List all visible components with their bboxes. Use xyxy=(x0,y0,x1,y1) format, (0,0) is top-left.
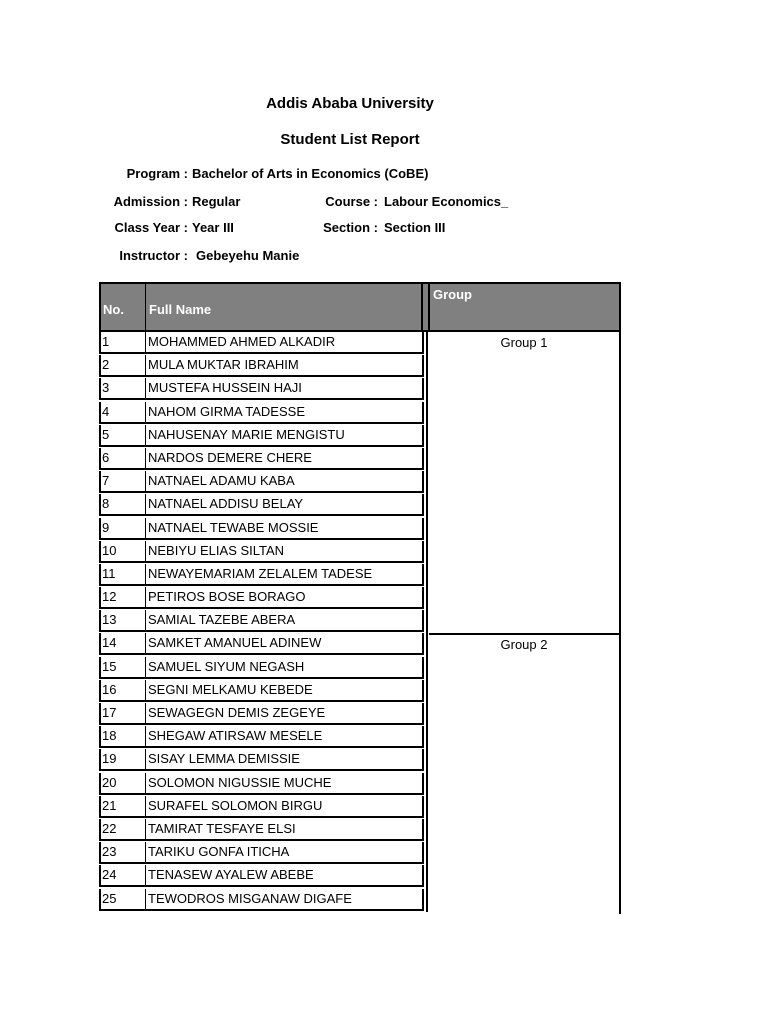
student-full-name: TAMIRAT TESFAYE ELSI xyxy=(145,819,424,841)
student-full-name: SAMKET AMANUEL ADINEW xyxy=(145,633,424,655)
course-label: Course : xyxy=(325,194,378,209)
class-year-label: Class Year : xyxy=(114,220,188,235)
student-full-name: NATNAEL ADDISU BELAY xyxy=(145,494,424,516)
row-number: 10 xyxy=(99,541,146,563)
student-full-name: SEWAGEGN DEMIS ZEGEYE xyxy=(145,703,424,725)
class-year-field xyxy=(80,220,234,235)
table-row xyxy=(99,680,621,703)
table-body xyxy=(99,332,621,912)
row-number: 17 xyxy=(99,703,146,725)
student-full-name: NAHOM GIRMA TADESSE xyxy=(145,402,424,424)
student-full-name: NAHUSENAY MARIE MENGISTU xyxy=(145,425,424,447)
row-number: 24 xyxy=(99,865,146,887)
table-row xyxy=(99,657,621,680)
university-title: Addis Ababa University xyxy=(266,95,434,112)
table-row xyxy=(99,564,621,587)
student-full-name: TARIKU GONFA ITICHA xyxy=(145,842,424,864)
row-number: 16 xyxy=(99,680,146,702)
table-row xyxy=(99,865,621,888)
row-number: 8 xyxy=(99,494,146,516)
student-full-name: SHEGAW ATIRSAW MESELE xyxy=(145,726,424,748)
row-number: 3 xyxy=(99,378,146,400)
row-number: 20 xyxy=(99,773,146,795)
column-header-no: No. xyxy=(103,302,124,317)
table-row xyxy=(99,796,621,819)
table-header xyxy=(99,282,621,332)
table-row xyxy=(99,842,621,865)
row-number: 9 xyxy=(99,518,146,540)
row-number: 21 xyxy=(99,796,146,818)
student-table xyxy=(99,282,621,912)
row-number: 12 xyxy=(99,587,146,609)
student-full-name: SOLOMON NIGUSSIE MUCHE xyxy=(145,773,424,795)
table-row xyxy=(99,889,621,912)
student-full-name: NARDOS DEMERE CHERE xyxy=(145,448,424,470)
table-row xyxy=(99,587,621,610)
row-number: 11 xyxy=(99,564,146,586)
student-full-name: SAMIAL TAZEBE ABERA xyxy=(145,610,424,632)
row-number: 5 xyxy=(99,425,146,447)
group-label: Group 1 xyxy=(500,335,548,350)
table-row xyxy=(99,541,621,564)
section-label: Section : xyxy=(323,220,378,235)
program-label: Program : xyxy=(126,166,188,181)
row-number: 25 xyxy=(99,889,146,911)
row-number: 1 xyxy=(99,332,146,354)
row-number: 18 xyxy=(99,726,146,748)
instructor-field xyxy=(80,248,299,263)
table-row xyxy=(99,494,621,517)
student-full-name: SEGNI MELKAMU KEBEDE xyxy=(145,680,424,702)
student-full-name: PETIROS BOSE BORAGO xyxy=(145,587,424,609)
row-number: 15 xyxy=(99,657,146,679)
row-number: 13 xyxy=(99,610,146,632)
student-full-name: MULA MUKTAR IBRAHIM xyxy=(145,355,424,377)
table-row xyxy=(99,518,621,541)
program-field xyxy=(80,166,428,181)
table-row xyxy=(99,378,621,401)
table-row xyxy=(99,749,621,772)
row-number: 14 xyxy=(99,633,146,655)
student-full-name: TENASEW AYALEW ABEBE xyxy=(145,865,424,887)
report-title: Student List Report xyxy=(280,131,420,148)
student-full-name: TEWODROS MISGANAW DIGAFE xyxy=(145,889,424,911)
row-number: 6 xyxy=(99,448,146,470)
student-full-name: NEBIYU ELIAS SILTAN xyxy=(145,541,424,563)
student-full-name: NATNAEL TEWABE MOSSIE xyxy=(145,518,424,540)
table-row xyxy=(99,355,621,378)
row-number: 2 xyxy=(99,355,146,377)
table-row xyxy=(99,726,621,749)
table-row xyxy=(99,471,621,494)
table-row xyxy=(99,703,621,726)
admission-label: Admission : xyxy=(113,194,188,209)
row-number: 23 xyxy=(99,842,146,864)
course-value: Labour Economics_ xyxy=(384,194,509,209)
column-header-full-name: Full Name xyxy=(149,302,212,317)
student-full-name: SURAFEL SOLOMON BIRGU xyxy=(145,796,424,818)
row-number: 4 xyxy=(99,402,146,424)
student-full-name: SAMUEL SIYUM NEGASH xyxy=(145,657,424,679)
student-full-name: NATNAEL ADAMU KABA xyxy=(145,471,424,493)
group-label: Group 2 xyxy=(500,636,548,652)
table-row xyxy=(99,773,621,796)
student-full-name: NEWAYEMARIAM ZELALEM TADESE xyxy=(145,564,424,586)
student-full-name: MOHAMMED AHMED ALKADIR xyxy=(145,332,424,354)
column-header-group: Group xyxy=(433,287,472,302)
student-full-name: MUSTEFA HUSSEIN HAJI xyxy=(145,378,424,400)
section-value: Section III xyxy=(384,220,446,235)
instructor-value: Gebeyehu Manie xyxy=(196,248,300,263)
row-number: 22 xyxy=(99,819,146,841)
student-full-name: SISAY LEMMA DEMISSIE xyxy=(145,749,424,771)
table-row xyxy=(99,402,621,425)
admission-value: Regular xyxy=(192,194,241,209)
class-year-value: Year III xyxy=(192,220,234,235)
table-row xyxy=(99,425,621,448)
course-field xyxy=(300,194,508,209)
row-number: 19 xyxy=(99,749,146,771)
table-row xyxy=(99,448,621,471)
instructor-label: Instructor : xyxy=(119,248,188,263)
table-row xyxy=(99,610,621,633)
row-number: 7 xyxy=(99,471,146,493)
table-row xyxy=(99,819,621,842)
admission-field xyxy=(80,194,240,209)
section-field xyxy=(300,220,445,235)
program-value: Bachelor of Arts in Economics (CoBE) xyxy=(192,166,429,181)
